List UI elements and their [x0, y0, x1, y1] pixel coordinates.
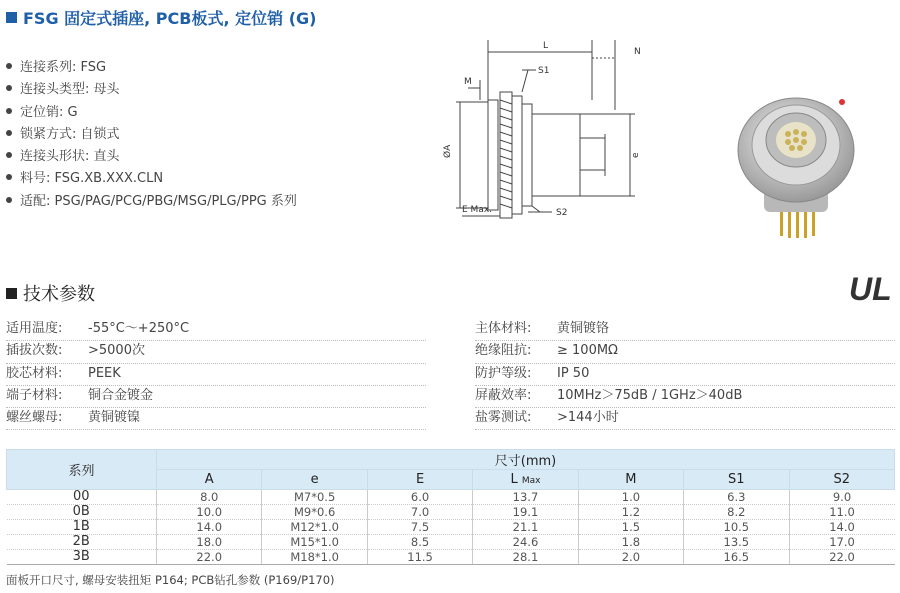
cell: M18*1.0 — [262, 550, 367, 565]
spec-row — [6, 319, 426, 341]
footnote: 面板开口尺寸, 螺母安装扭矩 P164; PCB钻孔参数 (P169/P170) — [6, 573, 335, 587]
section-marker — [6, 288, 17, 299]
spec-row — [475, 341, 895, 363]
page-title — [6, 6, 316, 29]
cell: M9*0.6 — [262, 505, 367, 520]
spec-key: 螺丝螺母: — [6, 410, 63, 426]
spec-row — [6, 408, 426, 430]
cell: 21.1 — [473, 520, 578, 535]
spec-value: >144小时 — [557, 410, 619, 426]
cell: 9.0 — [789, 490, 894, 505]
cell: 16.5 — [684, 550, 789, 565]
spec-row — [475, 319, 895, 341]
spec-key: 屏蔽效率: — [475, 387, 532, 403]
cell: 1.2 — [578, 505, 683, 520]
table-row — [7, 490, 895, 505]
bullet-icon — [6, 197, 12, 203]
spec-key: 绝缘阻抗: — [475, 343, 532, 359]
col-header-l — [473, 470, 578, 490]
feature-text: 料号: FSG.XB.XXX.CLN — [20, 171, 164, 187]
cell: 14.0 — [789, 520, 894, 535]
spec-value: >5000次 — [88, 343, 145, 359]
table-row — [7, 535, 895, 550]
section-title — [6, 280, 95, 306]
spec-row — [475, 364, 895, 386]
spec-key: 主体材料: — [475, 321, 532, 336]
cell: 1.5 — [578, 520, 683, 535]
dimensions-table — [6, 449, 895, 565]
title-marker — [6, 12, 17, 23]
spec-row — [475, 386, 895, 408]
cell: 6.0 — [367, 490, 472, 505]
product-image — [722, 50, 872, 240]
spec-row — [6, 364, 426, 386]
title-text: FSG 固定式插座, PCB板式, 定位销 (G) — [23, 9, 317, 28]
dim-label-e-max: E Max. — [462, 205, 493, 215]
col-header-l-text: L — [510, 472, 518, 487]
spec-key: 插拔次数: — [6, 343, 63, 359]
feature-list — [6, 57, 297, 213]
col-header-e: e — [262, 470, 367, 490]
feature-item — [6, 79, 297, 101]
table-row — [7, 505, 895, 520]
cell: 8.0 — [157, 490, 262, 505]
cell: 19.1 — [473, 505, 578, 520]
col-header-a: A — [157, 470, 262, 490]
cell: 7.0 — [367, 505, 472, 520]
spec-value: PEEK — [88, 365, 121, 381]
feature-text: 连接系列: FSG — [20, 60, 107, 75]
cell: 7.5 — [367, 520, 472, 535]
cell: 22.0 — [789, 550, 894, 565]
feature-item — [6, 191, 297, 213]
dim-label-a: ØA — [443, 144, 453, 158]
col-header-e-max: E — [367, 470, 472, 490]
col-header-s1: S1 — [684, 470, 789, 490]
feature-item — [6, 146, 297, 168]
table-row — [7, 550, 895, 565]
spec-row — [6, 341, 426, 363]
cell: 2.0 — [578, 550, 683, 565]
cell-series: 0B — [7, 505, 157, 520]
bullet-icon — [6, 108, 12, 114]
spec-row — [6, 386, 426, 408]
feature-item — [6, 102, 297, 124]
cell: M12*1.0 — [262, 520, 367, 535]
spec-key: 胶芯材料: — [6, 365, 63, 381]
feature-text: 锁紧方式: 自锁式 — [20, 126, 120, 142]
svg-text:UL: UL — [849, 271, 892, 304]
col-header-m: M — [578, 470, 683, 490]
dim-label-s2: S2 — [556, 208, 568, 218]
spec-row — [475, 408, 895, 430]
cell: 10.0 — [157, 505, 262, 520]
cell: 22.0 — [157, 550, 262, 565]
col-header-l-suffix: Max — [521, 476, 541, 486]
bullet-icon — [6, 130, 12, 136]
spec-key: 适用温度: — [6, 321, 63, 336]
dim-label-l: L — [543, 41, 549, 51]
spec-key: 端子材料: — [6, 387, 63, 403]
feature-item — [6, 168, 297, 190]
dim-label-s1: S1 — [538, 66, 550, 76]
cell: M15*1.0 — [262, 535, 367, 550]
cell-series: 00 — [7, 490, 157, 505]
cell: 13.7 — [473, 490, 578, 505]
specs-right — [475, 319, 895, 430]
cell: 13.5 — [684, 535, 789, 550]
bullet-icon — [6, 85, 12, 91]
feature-item — [6, 57, 297, 79]
col-header-s2: S2 — [789, 470, 894, 490]
dim-label-m: M — [464, 77, 472, 87]
cell: 24.6 — [473, 535, 578, 550]
feature-item — [6, 124, 297, 146]
bullet-icon — [6, 152, 12, 158]
spec-value: ≥ 100MΩ — [557, 343, 618, 359]
cell: 11.0 — [789, 505, 894, 520]
table-row — [7, 520, 895, 535]
bullet-icon — [6, 174, 12, 180]
spec-key: 防护等级: — [475, 365, 532, 381]
cell: 8.5 — [367, 535, 472, 550]
dim-label-n: N — [634, 47, 641, 57]
cell: 28.1 — [473, 550, 578, 565]
cell-series: 1B — [7, 520, 157, 535]
cell: 11.5 — [367, 550, 472, 565]
spec-value: 黄铜镀铬 — [557, 321, 610, 336]
cell: 18.0 — [157, 535, 262, 550]
section-title-text: 技术参数 — [23, 284, 95, 305]
cell: 1.0 — [578, 490, 683, 505]
technical-drawing — [440, 30, 660, 230]
specs-left — [6, 319, 426, 430]
feature-text: 定位销: G — [20, 104, 78, 120]
cell: 14.0 — [157, 520, 262, 535]
cell: 10.5 — [684, 520, 789, 535]
dim-label-e: e — [631, 152, 641, 158]
cell-series: 2B — [7, 535, 157, 550]
series-header: 系列 — [7, 450, 157, 490]
spec-value: IP 50 — [557, 365, 590, 381]
spec-value: 铜合金镀金 — [88, 387, 154, 403]
feature-text: 连接头类型: 母头 — [20, 82, 120, 98]
cell-series: 3B — [7, 550, 157, 565]
spec-value: 黄铜镀镍 — [88, 410, 141, 426]
cell: 17.0 — [789, 535, 894, 550]
cell: 8.2 — [684, 505, 789, 520]
spec-key: 盐雾测试: — [475, 410, 532, 426]
cell: 6.3 — [684, 490, 789, 505]
feature-text: 连接头形状: 直头 — [20, 149, 120, 165]
bullet-icon — [6, 63, 12, 69]
cell: 1.8 — [578, 535, 683, 550]
spec-value: -55°C～+250°C — [88, 321, 190, 336]
cell: M7*0.5 — [262, 490, 367, 505]
spec-value: 10MHz＞75dB / 1GHz＞40dB — [557, 387, 743, 403]
feature-text: 适配: PSG/PAG/PCG/PBG/MSG/PLG/PPG 系列 — [20, 193, 297, 209]
ul-certification-logo — [848, 268, 896, 304]
dims-header: 尺寸(mm) — [157, 450, 895, 470]
